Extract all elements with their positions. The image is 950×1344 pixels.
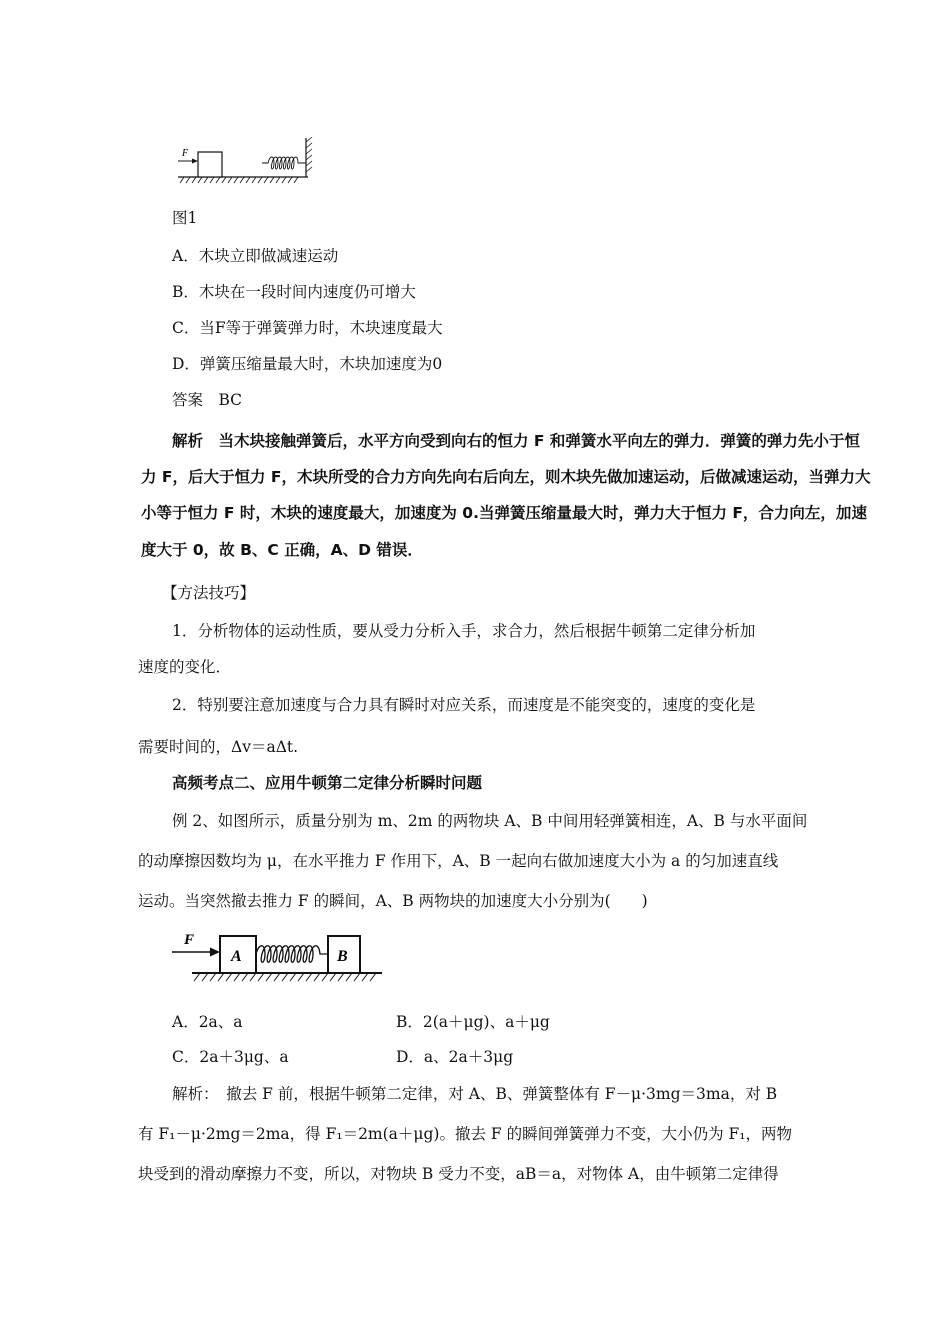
q2-option-a: A．2a、a <box>172 1013 243 1031</box>
example-2-line: 例 2、如图所示，质量分别为 m、2m 的两物块 A、B 中间用轻弹簧相连，A、B 与水平面间 <box>172 812 808 830</box>
figure-1-block-spring <box>170 134 320 186</box>
q1-answer: 答案 BC <box>172 391 243 409</box>
q1-analysis-line: 度大于 0，故 B、C 正确，A、D 错误． <box>141 541 423 559</box>
q2-option-c: C．2a＋3μg、a <box>172 1048 289 1066</box>
block-b-label: B <box>337 948 348 965</box>
q1-option-d: D．弹簧压缩量最大时，木块加速度为0 <box>172 355 443 373</box>
method-p1-line1: 1．分析物体的运动性质，要从受力分析入手，求合力，然后根据牛顿第二定律分析加 <box>172 622 756 640</box>
q2-analysis-line: 块受到的滑动摩擦力不变，所以，对物块 B 受力不变，aB＝a，对物体 A，由牛顿第二定律得 <box>138 1165 779 1183</box>
q2-analysis-line: 解析： 撤去 F 前，根据牛顿第二定律，对 A、B、弹簧整体有 F－μ·3mg＝3ma，对 B <box>172 1085 778 1103</box>
q1-option-c: C．当F等于弹簧弹力时，木块速度最大 <box>172 319 443 337</box>
example-2-line: 的动摩擦因数均为 μ，在水平推力 F 作用下，A、B 一起向右做加速度大小为 a 的匀加速直线 <box>138 852 779 870</box>
q1-analysis-line: 小等于恒力 F 时，木块的速度最大，加速度为 0.当弹簧压缩量最大时，弹力大于恒力 F，合力向左，加速 <box>141 504 867 522</box>
q2-option-b: B．2(a＋μg)、a＋μg <box>396 1013 550 1031</box>
figure-2-force-label: F <box>184 932 195 948</box>
q2-analysis-line: 有 F₁－μ·2mg＝2ma，得 F₁＝2m(a＋μg)。撤去 F 的瞬间弹簧弹力不变，大小仍为 F₁，两物 <box>138 1125 792 1143</box>
figure-1-caption: 图1 <box>172 209 198 227</box>
q2-option-d: D．a、2a＋3μg <box>396 1048 514 1066</box>
example-2-line: 运动。当突然撤去推力 F 的瞬间，A、B 两物块的加速度大小分别为( ) <box>138 892 648 910</box>
q1-option-b: B．木块在一段时间内速度仍可增大 <box>172 283 416 301</box>
method-heading: 【方法技巧】 <box>162 584 256 602</box>
q1-option-a: A．木块立即做减速运动 <box>172 247 339 265</box>
q1-analysis-line: 力 F，后大于恒力 F，木块所受的合力方向先向右后向左，则木块先做加速运动，后做减速运动，当弹力大 <box>141 468 871 486</box>
q1-analysis-line: 解析 当木块接触弹簧后，水平方向受到向右的恒力 F 和弹簧水平向左的弹力．弹簧的弹力先小于恒 <box>172 432 860 450</box>
figure-1-force-label: F <box>182 148 189 159</box>
block-a-label: A <box>231 948 242 965</box>
method-p2-line2: 需要时间的，Δv＝aΔt. <box>138 738 299 756</box>
figure-2-two-blocks-spring <box>170 928 385 990</box>
method-p1-line2: 速度的变化． <box>138 658 232 676</box>
method-p2-line1: 2．特别要注意加速度与合力具有瞬时对应关系，而速度是不能突变的，速度的变化是 <box>172 696 756 714</box>
section-2-title: 高频考点二、应用牛顿第二定律分析瞬时问题 <box>172 774 483 792</box>
